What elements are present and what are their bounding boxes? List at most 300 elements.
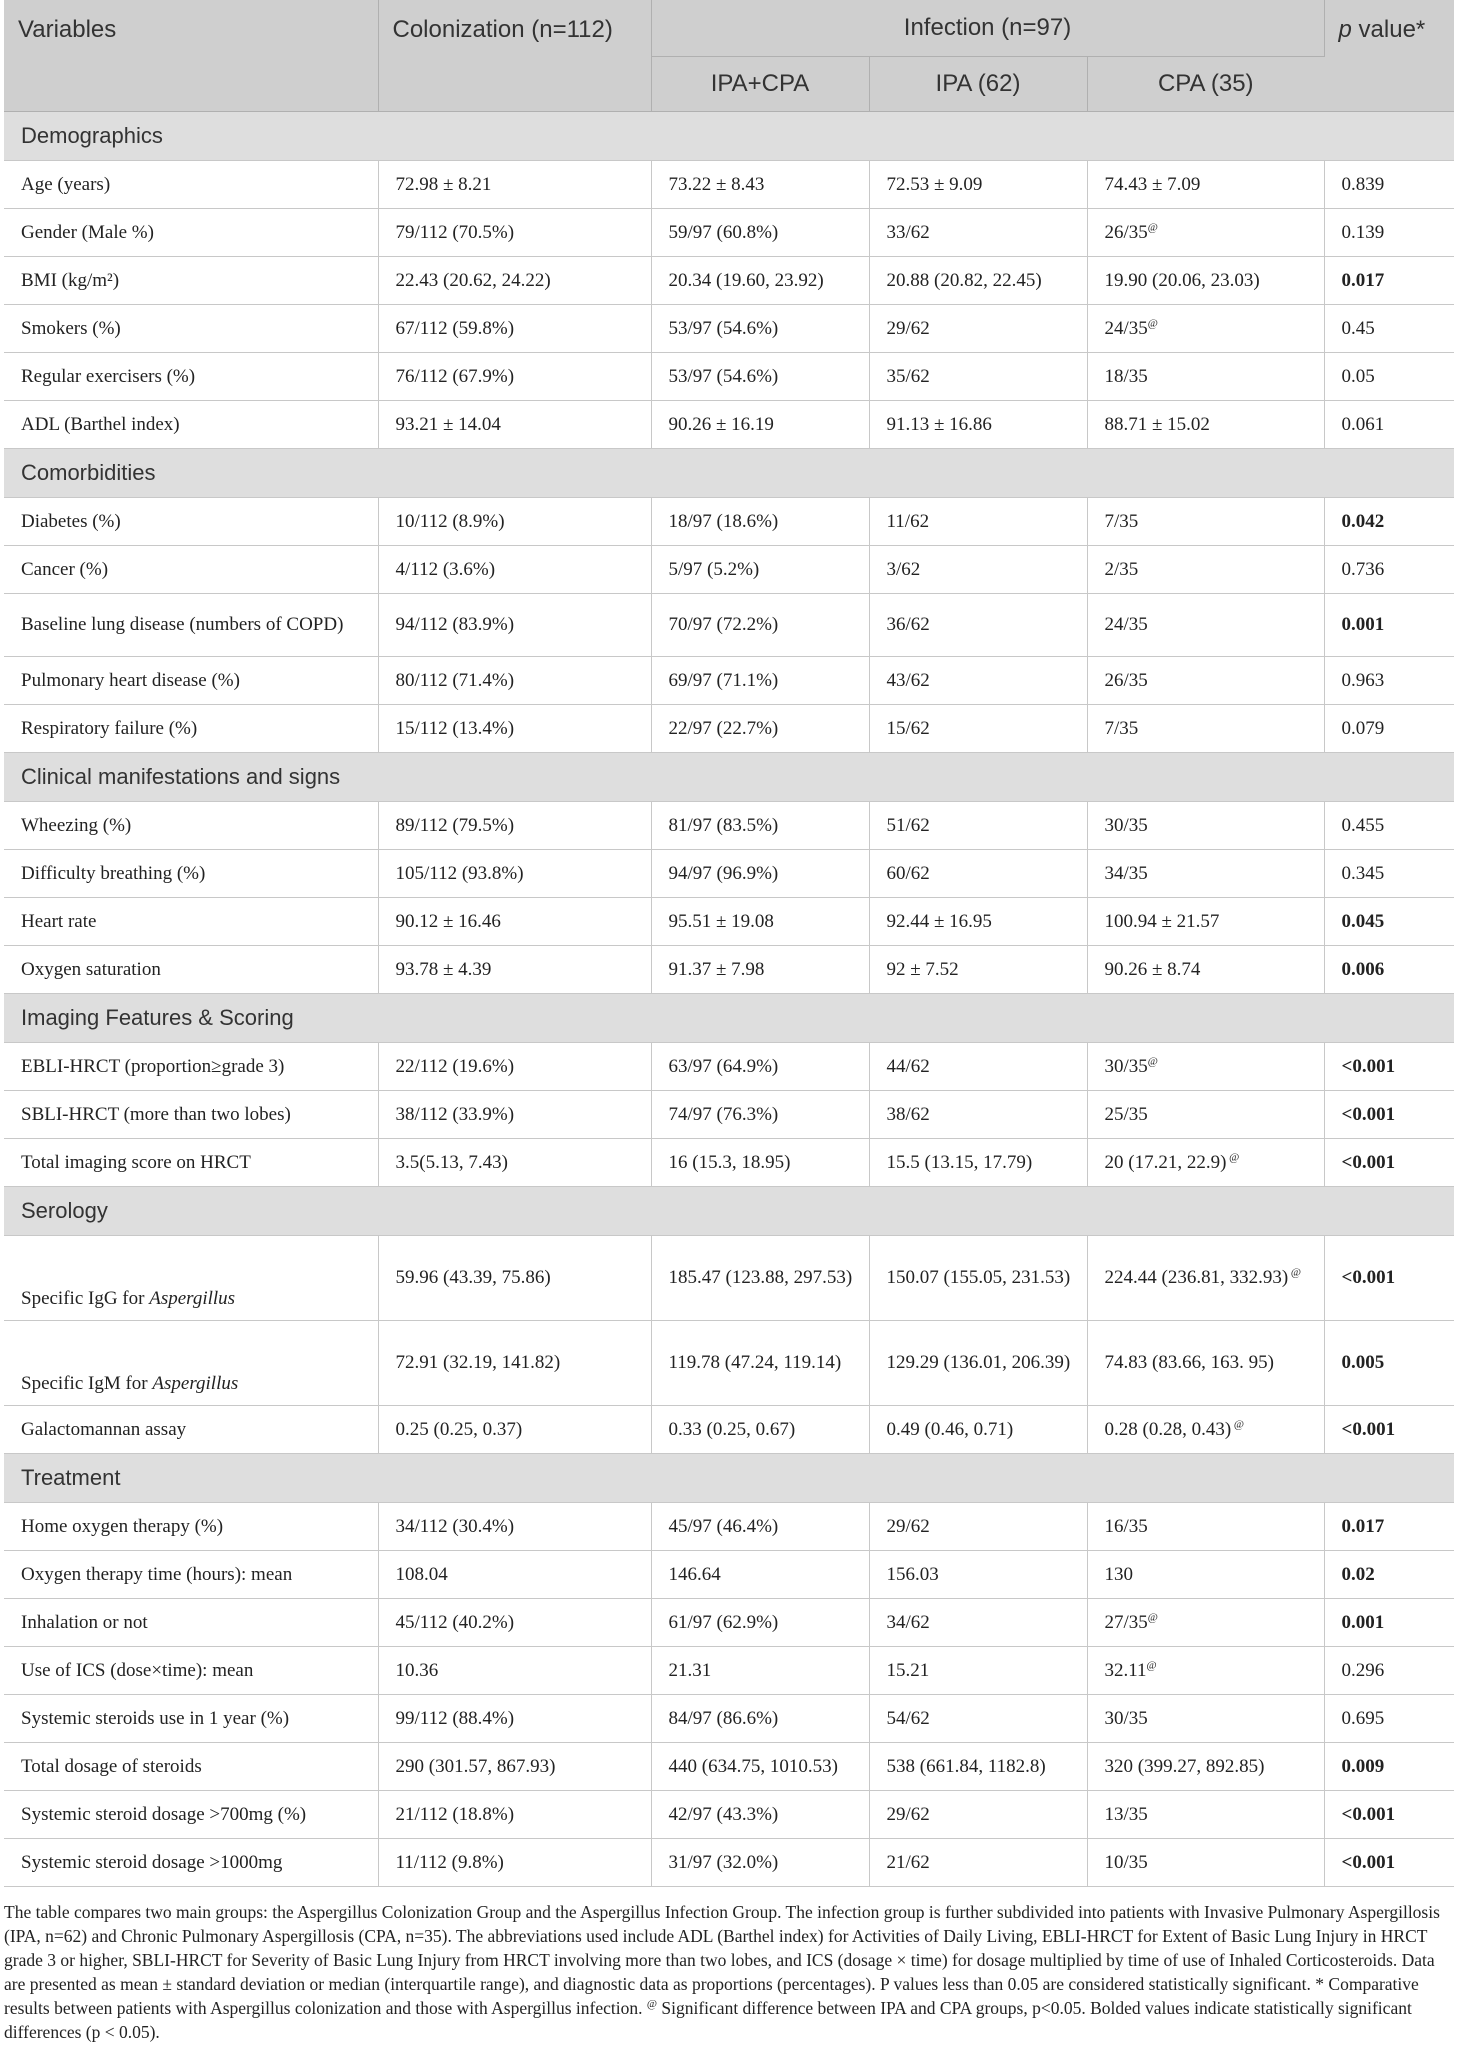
cell-ipa — [869, 1647, 1087, 1695]
cell-ipa — [869, 1743, 1087, 1791]
section-title: Treatment — [4, 1454, 1454, 1503]
cell-colonization-value: 59.96 (43.39, 75.86) — [395, 1267, 551, 1288]
cell-ipa — [869, 257, 1087, 305]
cell-ipa-value: 92.44 ± 16.95 — [886, 910, 992, 932]
cell-ipa-value: 91.13 ± 16.86 — [886, 413, 992, 435]
cell-colonization — [378, 401, 651, 449]
table-row — [4, 946, 1454, 994]
cell-ipa-value: 36/62 — [886, 614, 930, 635]
cell-ipa-cpa — [651, 1236, 869, 1321]
cell-p-value-value: 0.345 — [1341, 862, 1385, 884]
cell-p-value — [1324, 1647, 1454, 1695]
cell-p-value-value: <0.001 — [1341, 1151, 1396, 1173]
cell-p-value-value: 0.017 — [1341, 1515, 1385, 1537]
cell-p-value — [1324, 1139, 1454, 1187]
section-row — [4, 994, 1454, 1043]
cell-variable — [4, 1091, 378, 1139]
section-row — [4, 1454, 1454, 1503]
table-row — [4, 850, 1454, 898]
cell-colonization-value: 108.04 — [395, 1563, 448, 1585]
cell-ipa-value: 20.88 (20.82, 22.45) — [886, 269, 1042, 291]
cell-variable — [4, 1647, 378, 1695]
cell-colonization-value: 79/112 (70.5%) — [395, 221, 515, 243]
cell-p-value — [1324, 1043, 1454, 1091]
cell-cpa-value: 24/35 — [1104, 614, 1148, 635]
variable-label: Difficulty breathing (%) — [21, 862, 206, 884]
cell-colonization-value: 67/112 (59.8%) — [395, 317, 515, 339]
cell-colonization-value: 11/112 (9.8%) — [395, 1851, 504, 1873]
cell-colonization-value: 15/112 (13.4%) — [395, 717, 515, 739]
cell-ipa-cpa — [651, 1043, 869, 1091]
cell-colonization-value: 76/112 (67.9%) — [395, 365, 515, 387]
cell-colonization-value: 21/112 (18.8%) — [395, 1803, 515, 1825]
cell-p-value-value: 0.455 — [1341, 814, 1385, 836]
cell-ipa-cpa-value: 90.26 ± 16.19 — [668, 413, 774, 435]
cell-colonization-value: 105/112 (93.8%) — [395, 862, 524, 884]
variable-label: Diabetes (%) — [21, 510, 121, 532]
cell-colonization — [378, 546, 651, 594]
cell-cpa-value: 88.71 ± 15.02 — [1104, 413, 1210, 435]
section-title: Comorbidities — [4, 449, 1454, 498]
cell-cpa — [1087, 1839, 1324, 1887]
cell-ipa-value: 33/62 — [886, 221, 930, 243]
cell-ipa-cpa — [651, 1647, 869, 1695]
cell-ipa — [869, 1091, 1087, 1139]
table-row — [4, 1791, 1454, 1839]
cell-colonization — [378, 802, 651, 850]
cell-colonization-value: 94/112 (83.9%) — [395, 614, 515, 635]
cell-colonization-value: 22/112 (19.6%) — [395, 1055, 515, 1077]
cell-ipa — [869, 898, 1087, 946]
cell-variable — [4, 305, 378, 353]
cell-cpa-value: 30/35 — [1104, 1707, 1148, 1729]
table-row — [4, 1551, 1454, 1599]
variable-label: SBLI-HRCT (more than two lobes) — [21, 1103, 291, 1125]
data-table — [4, 0, 1454, 1887]
variable-label: ADL (Barthel index) — [21, 413, 180, 435]
table-row — [4, 401, 1454, 449]
table-row — [4, 161, 1454, 209]
header-ipa: IPA (62) — [869, 57, 1087, 112]
table-row — [4, 1043, 1454, 1091]
cell-variable — [4, 1043, 378, 1091]
cell-variable — [4, 353, 378, 401]
cell-cpa — [1087, 1503, 1324, 1551]
variable-label: Total imaging score on HRCT — [21, 1151, 251, 1173]
cell-variable — [4, 1139, 378, 1187]
cell-ipa-cpa — [651, 546, 869, 594]
cell-colonization — [378, 353, 651, 401]
cell-colonization-value: 80/112 (71.4%) — [395, 669, 515, 691]
cell-cpa-value: 7/35 — [1104, 717, 1139, 739]
cell-cpa — [1087, 257, 1324, 305]
variable-label: Total dosage of steroids — [21, 1755, 202, 1777]
cell-p-value — [1324, 498, 1454, 546]
cell-cpa-value: 7/35 — [1104, 510, 1139, 532]
table-row — [4, 898, 1454, 946]
cell-ipa-cpa-value: 53/97 (54.6%) — [668, 365, 779, 387]
cell-cpa — [1087, 1743, 1324, 1791]
cell-variable — [4, 657, 378, 705]
cell-p-value-value: 0.05 — [1341, 365, 1375, 387]
cell-variable — [4, 594, 378, 657]
variable-label: Oxygen saturation — [21, 958, 161, 980]
cell-cpa-value: 34/35 — [1104, 862, 1148, 884]
significance-mark: @ — [1146, 1659, 1157, 1672]
cell-ipa-cpa-value: 5/97 (5.2%) — [668, 558, 760, 580]
variable-label: EBLI-HRCT (proportion≥grade 3) — [21, 1055, 285, 1077]
cell-variable — [4, 546, 378, 594]
variable-label-italic: Aspergillus — [149, 1288, 236, 1309]
header-p-rest: value* — [1351, 16, 1426, 43]
cell-ipa-cpa — [651, 1503, 869, 1551]
cell-colonization — [378, 946, 651, 994]
table-row — [4, 594, 1454, 657]
cell-variable — [4, 498, 378, 546]
cell-colonization — [378, 1043, 651, 1091]
table-row — [4, 657, 1454, 705]
significance-mark: @ — [1226, 1151, 1240, 1164]
cell-p-value-value: 0.02 — [1341, 1563, 1375, 1585]
cell-p-value-value: <0.001 — [1341, 1103, 1396, 1125]
variable-label: Specific IgG for — [21, 1288, 150, 1309]
cell-ipa-cpa — [651, 1406, 869, 1454]
cell-colonization — [378, 1791, 651, 1839]
table-row — [4, 1839, 1454, 1887]
variable-label: Smokers (%) — [21, 317, 121, 339]
cell-variable — [4, 946, 378, 994]
cell-ipa-cpa-value: 18/97 (18.6%) — [668, 510, 779, 532]
cell-colonization — [378, 594, 651, 657]
cell-cpa-value: 100.94 ± 21.57 — [1104, 910, 1220, 932]
cell-cpa — [1087, 1321, 1324, 1406]
cell-colonization-value: 0.25 (0.25, 0.37) — [395, 1418, 523, 1440]
cell-cpa-value: 26/35 — [1104, 221, 1148, 243]
variable-label: Use of ICS (dose×time): mean — [21, 1659, 254, 1681]
variable-label: Baseline lung disease (numbers of COPD) — [21, 614, 344, 635]
cell-cpa-value: 25/35 — [1104, 1103, 1148, 1125]
cell-ipa-cpa-value: 42/97 (43.3%) — [668, 1803, 779, 1825]
cell-cpa-value: 10/35 — [1104, 1851, 1148, 1873]
cell-p-value — [1324, 401, 1454, 449]
cell-p-value — [1324, 1091, 1454, 1139]
cell-variable — [4, 802, 378, 850]
cell-colonization-value: 93.78 ± 4.39 — [395, 958, 492, 980]
cell-ipa-value: 0.49 (0.46, 0.71) — [886, 1418, 1014, 1440]
cell-ipa-value: 35/62 — [886, 365, 930, 387]
cell-ipa-cpa-value: 185.47 (123.88, 297.53) — [668, 1267, 853, 1288]
cell-ipa-cpa — [651, 209, 869, 257]
cell-ipa-cpa-value: 70/97 (72.2%) — [668, 614, 779, 635]
cell-ipa-cpa — [651, 705, 869, 753]
cell-ipa-cpa — [651, 1839, 869, 1887]
cell-ipa-cpa-value: 22/97 (22.7%) — [668, 717, 779, 739]
cell-colonization — [378, 161, 651, 209]
cell-p-value-value: 0.005 — [1341, 1352, 1385, 1373]
table-row — [4, 1503, 1454, 1551]
cell-cpa-value: 0.28 (0.28, 0.43) — [1104, 1418, 1232, 1440]
cell-ipa — [869, 1503, 1087, 1551]
section-row — [4, 1187, 1454, 1236]
variable-label: Gender (Male %) — [21, 221, 154, 243]
cell-cpa — [1087, 209, 1324, 257]
variable-label: Wheezing (%) — [21, 814, 132, 836]
cell-cpa — [1087, 1236, 1324, 1321]
section-row — [4, 753, 1454, 802]
cell-ipa — [869, 1695, 1087, 1743]
cell-ipa-cpa-value: 73.22 ± 8.43 — [668, 173, 765, 195]
cell-cpa-value: 224.44 (236.81, 332.93) — [1104, 1267, 1289, 1288]
cell-ipa-cpa — [651, 1743, 869, 1791]
cell-ipa-cpa-value: 20.34 (19.60, 23.92) — [668, 269, 824, 291]
cell-ipa-cpa — [651, 1091, 869, 1139]
cell-colonization-value: 34/112 (30.4%) — [395, 1515, 515, 1537]
cell-p-value-value: <0.001 — [1341, 1055, 1396, 1077]
cell-ipa-value: 60/62 — [886, 862, 930, 884]
cell-colonization — [378, 1599, 651, 1647]
cell-cpa — [1087, 850, 1324, 898]
cell-p-value — [1324, 353, 1454, 401]
table-row — [4, 1139, 1454, 1187]
cell-colonization — [378, 1406, 651, 1454]
cell-ipa-value: 129.29 (136.01, 206.39) — [886, 1352, 1071, 1373]
cell-variable — [4, 705, 378, 753]
cell-ipa-value: 538 (661.84, 1182.8) — [886, 1755, 1046, 1777]
significance-mark: @ — [1147, 317, 1158, 330]
header-ipa-cpa: IPA+CPA — [651, 57, 869, 112]
cell-ipa — [869, 594, 1087, 657]
cell-colonization-value: 38/112 (33.9%) — [395, 1103, 515, 1125]
cell-ipa — [869, 1406, 1087, 1454]
cell-ipa-value: 72.53 ± 9.09 — [886, 173, 983, 195]
cell-ipa-cpa — [651, 498, 869, 546]
cell-p-value-value: <0.001 — [1341, 1803, 1396, 1825]
cell-cpa — [1087, 401, 1324, 449]
cell-cpa — [1087, 1043, 1324, 1091]
cell-ipa-cpa — [651, 1139, 869, 1187]
cell-ipa-value: 38/62 — [886, 1103, 930, 1125]
cell-variable — [4, 1695, 378, 1743]
cell-p-value — [1324, 657, 1454, 705]
cell-colonization — [378, 898, 651, 946]
cell-ipa — [869, 546, 1087, 594]
variable-label: Regular exercisers (%) — [21, 365, 196, 387]
table-row — [4, 305, 1454, 353]
table-row — [4, 1695, 1454, 1743]
table-row — [4, 1321, 1454, 1406]
cell-p-value — [1324, 802, 1454, 850]
table-row — [4, 1236, 1454, 1321]
cell-ipa-value: 92 ± 7.52 — [886, 958, 959, 980]
cell-p-value — [1324, 946, 1454, 994]
footnote-main: The table compares two main groups: the Aspergillus Colonization Group and the Aspergillus Infection Group. The infection group is further subdivided into patients with Invasive Pulmonary Aspergillosis (IPA, n=62) and Chronic Pulmonary Aspergillosis (CPA, n=35). The abbreviations used include ADL (Barthel index) for Activities of Daily Living, EBLI-HRCT for Extent of Basic Lung Injury in HRCT grade 3 or higher, SBLI-HRCT for Severity of Basic Lung Injury from HRCT involving more than two lobes, and ICS (dosage × time) for dosage multiplied by time of use of Inhaled Corticosteroids. Data are presented as mean ± standard deviation or median (interquartile range), and diagnostic data as proportions (percentages). P values less than 0.05 are considered statistically significant. * Comparative results between patients with Aspergillus colonization and those with Aspergillus infection. — [4, 1902, 1440, 2018]
cell-variable — [4, 1599, 378, 1647]
cell-ipa-cpa — [651, 657, 869, 705]
cell-p-value-value: 0.061 — [1341, 413, 1385, 435]
significance-mark: @ — [1147, 221, 1158, 234]
cell-p-value — [1324, 850, 1454, 898]
cell-cpa — [1087, 498, 1324, 546]
cell-ipa-cpa-value: 61/97 (62.9%) — [668, 1611, 779, 1633]
cell-ipa-cpa-value: 94/97 (96.9%) — [668, 862, 779, 884]
cell-variable — [4, 1236, 378, 1321]
cell-p-value — [1324, 1839, 1454, 1887]
cell-ipa-cpa — [651, 305, 869, 353]
cell-colonization — [378, 1647, 651, 1695]
section-title: Clinical manifestations and signs — [4, 753, 1454, 802]
cell-ipa-cpa-value: 63/97 (64.9%) — [668, 1055, 779, 1077]
table-row — [4, 209, 1454, 257]
cell-colonization — [378, 305, 651, 353]
cell-cpa — [1087, 1647, 1324, 1695]
table-row — [4, 1647, 1454, 1695]
cell-colonization-value: 72.91 (32.19, 141.82) — [395, 1352, 561, 1373]
header-p-letter: p — [1338, 16, 1352, 43]
cell-ipa — [869, 401, 1087, 449]
cell-ipa-value: 34/62 — [886, 1611, 930, 1633]
table-header — [4, 0, 1454, 112]
cell-ipa-cpa-value: 45/97 (46.4%) — [668, 1515, 779, 1537]
cell-p-value — [1324, 305, 1454, 353]
cell-p-value — [1324, 1743, 1454, 1791]
cell-p-value — [1324, 257, 1454, 305]
cell-p-value — [1324, 1503, 1454, 1551]
cell-p-value-value: 0.695 — [1341, 1707, 1385, 1729]
cell-colonization-value: 4/112 (3.6%) — [395, 558, 496, 580]
cell-ipa — [869, 209, 1087, 257]
cell-ipa-value: 54/62 — [886, 1707, 930, 1729]
footnote-at-sign: @ — [646, 1998, 658, 2011]
header-variables: Variables — [4, 0, 378, 112]
cell-p-value — [1324, 161, 1454, 209]
cell-p-value — [1324, 209, 1454, 257]
cell-cpa — [1087, 1091, 1324, 1139]
cell-ipa-cpa — [651, 1599, 869, 1647]
cell-p-value-value: 0.079 — [1341, 717, 1385, 739]
section-title: Demographics — [4, 112, 1454, 161]
cell-colonization-value: 93.21 ± 14.04 — [395, 413, 501, 435]
variable-label: Pulmonary heart disease (%) — [21, 669, 240, 691]
cell-ipa-cpa — [651, 1551, 869, 1599]
significance-mark: @ — [1147, 1611, 1158, 1624]
cell-p-value-value: 0.296 — [1341, 1659, 1385, 1681]
cell-colonization — [378, 257, 651, 305]
cell-ipa-cpa-value: 84/97 (86.6%) — [668, 1707, 779, 1729]
cell-colonization — [378, 1551, 651, 1599]
table-row — [4, 353, 1454, 401]
cell-p-value-value: 0.017 — [1341, 269, 1385, 291]
cell-colonization — [378, 850, 651, 898]
cell-ipa-cpa — [651, 257, 869, 305]
cell-ipa — [869, 1321, 1087, 1406]
cell-colonization — [378, 1695, 651, 1743]
cell-cpa-value: 2/35 — [1104, 558, 1139, 580]
table-row — [4, 1743, 1454, 1791]
cell-colonization-value: 45/112 (40.2%) — [395, 1611, 515, 1633]
cell-cpa — [1087, 353, 1324, 401]
cell-variable — [4, 1791, 378, 1839]
cell-colonization — [378, 1236, 651, 1321]
cell-cpa-value: 130 — [1104, 1563, 1133, 1585]
cell-cpa-value: 16/35 — [1104, 1515, 1148, 1537]
cell-variable — [4, 1406, 378, 1454]
cell-ipa-value: 43/62 — [886, 669, 930, 691]
cell-ipa — [869, 802, 1087, 850]
cell-colonization-value: 89/112 (79.5%) — [395, 814, 515, 836]
cell-variable — [4, 1321, 378, 1406]
cell-ipa — [869, 657, 1087, 705]
cell-ipa-cpa — [651, 594, 869, 657]
cell-variable — [4, 1839, 378, 1887]
cell-ipa — [869, 1551, 1087, 1599]
cell-cpa-value: 18/35 — [1104, 365, 1148, 387]
cell-ipa-value: 21/62 — [886, 1851, 930, 1873]
significance-mark: @ — [1231, 1418, 1245, 1431]
variable-label: Systemic steroids use in 1 year (%) — [21, 1707, 290, 1729]
header-p-value — [1324, 0, 1454, 112]
cell-ipa — [869, 1139, 1087, 1187]
table-row — [4, 498, 1454, 546]
cell-colonization — [378, 209, 651, 257]
cell-cpa-value: 19.90 (20.06, 23.03) — [1104, 269, 1260, 291]
cell-ipa-cpa-value: 440 (634.75, 1010.53) — [668, 1755, 838, 1777]
cell-cpa — [1087, 705, 1324, 753]
table-row — [4, 705, 1454, 753]
footnote-bold-note: Bolded values indicate statistically significant differences (p < 0.05). — [4, 1998, 1412, 2042]
cell-ipa-cpa-value: 53/97 (54.6%) — [668, 317, 779, 339]
section-row — [4, 112, 1454, 161]
cell-ipa-cpa — [651, 1321, 869, 1406]
cell-p-value-value: 0.45 — [1341, 317, 1375, 339]
table-body — [4, 112, 1454, 1887]
cell-cpa-value: 90.26 ± 8.74 — [1104, 958, 1201, 980]
section-row — [4, 449, 1454, 498]
cell-ipa-value: 15.5 (13.15, 17.79) — [886, 1151, 1033, 1173]
table-footnote — [4, 1900, 1444, 2044]
cell-cpa — [1087, 657, 1324, 705]
cell-ipa-value: 29/62 — [886, 317, 930, 339]
cell-cpa-value: 74.83 (83.66, 163. 95) — [1104, 1352, 1274, 1373]
cell-p-value — [1324, 1406, 1454, 1454]
cell-p-value-value: 0.736 — [1341, 558, 1385, 580]
cell-variable — [4, 257, 378, 305]
cell-ipa — [869, 705, 1087, 753]
cell-colonization — [378, 1139, 651, 1187]
cell-cpa-value: 32.11 — [1104, 1659, 1147, 1681]
cell-colonization — [378, 1839, 651, 1887]
cell-p-value-value: 0.045 — [1341, 910, 1385, 932]
cell-ipa-cpa-value: 119.78 (47.24, 119.14) — [668, 1352, 842, 1373]
cell-ipa — [869, 946, 1087, 994]
cell-p-value — [1324, 594, 1454, 657]
cell-cpa — [1087, 594, 1324, 657]
cell-colonization-value: 290 (301.57, 867.93) — [395, 1755, 556, 1777]
variable-label: Heart rate — [21, 910, 97, 932]
cell-ipa — [869, 1791, 1087, 1839]
table-row — [4, 802, 1454, 850]
cell-colonization — [378, 657, 651, 705]
cell-ipa-value: 51/62 — [886, 814, 930, 836]
cell-variable — [4, 850, 378, 898]
cell-variable — [4, 161, 378, 209]
header-cpa: CPA (35) — [1087, 57, 1324, 112]
cell-cpa — [1087, 1139, 1324, 1187]
variable-label: Galactomannan assay — [21, 1418, 187, 1440]
cell-p-value — [1324, 705, 1454, 753]
cell-p-value-value: 0.042 — [1341, 510, 1385, 532]
cell-ipa-cpa — [651, 1791, 869, 1839]
cell-cpa-value: 24/35 — [1104, 317, 1148, 339]
